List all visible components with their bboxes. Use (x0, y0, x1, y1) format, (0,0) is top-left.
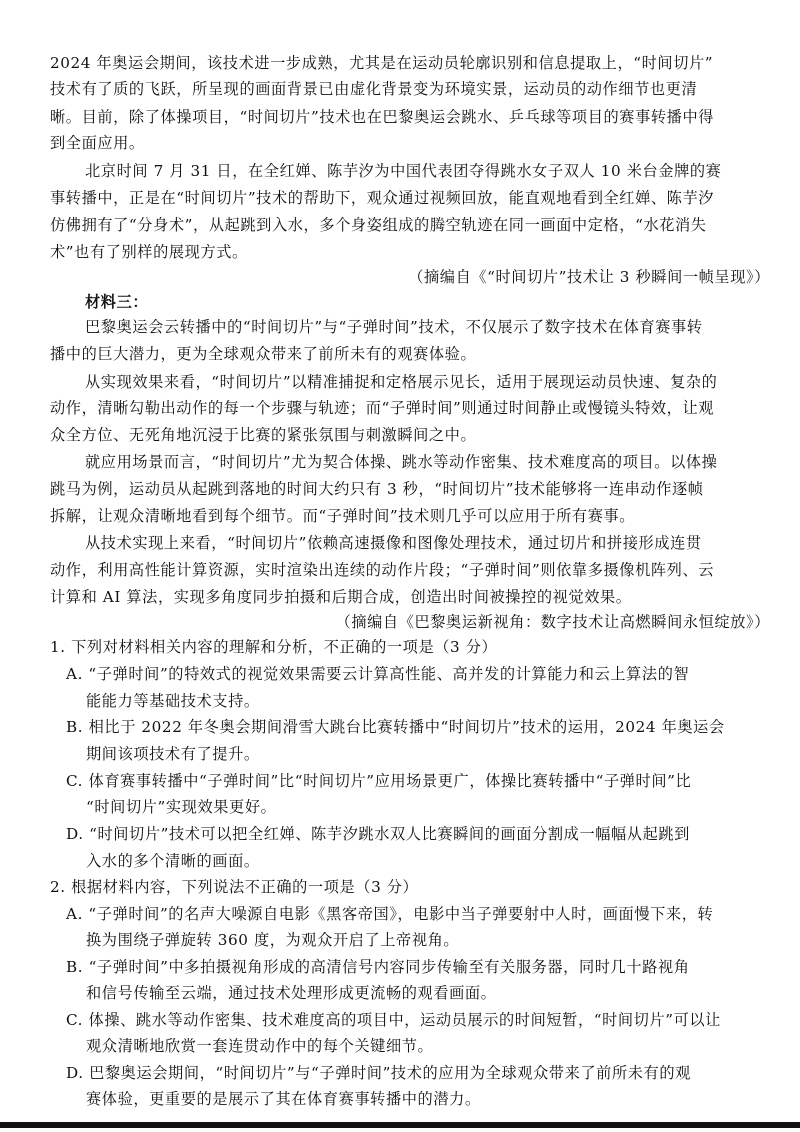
bottom-rule (0, 1122, 800, 1128)
question-1-stem: 1. 下列对材料相关内容的理解和分析，不正确的一项是（3 分） (50, 638, 498, 657)
intro-line: 2024 年奥运会期间，该技术进一步成熟，尤其是在运动员轮廓识别和信息提取上，“时间切片” (50, 53, 714, 72)
intro-line: 北京时间 7 月 31 日，在全红婵、陈芋汐为中国代表团夺得跳水女子双人 10 米台金牌的赛 (85, 161, 722, 180)
q1-option-b-cont: 期间该项技术有了提升。 (86, 745, 260, 764)
intro-line: 技术有了质的飞跃，所呈现的画面背景已由虚化背景变为环境实景，运动员的动作细节也更清 (50, 80, 698, 99)
q2-option-d: D. 巴黎奥运会期间，“时间切片”与“子弹时间”技术的应用为全球观众带来了前所未有的观 (66, 1063, 691, 1082)
q2-option-a: A. “子弹时间”的名声大噪源自电影《黑客帝国》，电影中当子弹要射中人时，画面慢下来，转 (66, 904, 714, 923)
intro-line: 术”也有了别样的展现方式。 (50, 242, 248, 261)
q1-option-c: C. 体育赛事转播中“子弹时间”比“时间切片”应用场景更广，体操比赛转播中“子弹时间”比 (66, 771, 692, 790)
q1-option-a-cont: 能能力等基础技术支持。 (86, 691, 260, 710)
q2-option-a-cont: 换为围绕子弹旋转 360 度，为观众开启了上帝视角。 (86, 931, 460, 950)
material3-line: 计算和 AI 算法，实现多角度同步拍摄和后期合成，创造出时间被操控的视觉效果。 (50, 587, 632, 606)
material3-heading: 材料三： (85, 292, 149, 311)
material3-line: 播中的巨大潜力，更为全球观众带来了前所未有的观赛体验。 (50, 345, 477, 364)
q1-option-c-cont: “时间切片”实现效果更好。 (86, 798, 277, 817)
material3-line: 拆解，让观众清晰地看到每个细节。而“子弹时间”技术则几乎可以应用于所有赛事。 (50, 506, 636, 525)
question-2-stem: 2. 根据材料内容，下列说法不正确的一项是（3 分） (50, 878, 419, 897)
intro-line: 到全面应用。 (50, 134, 145, 153)
source-citation-2: （摘编自《巴黎奥运新视角：数字技术让高燃瞬间永恒绽放》） (335, 613, 770, 632)
material3-line: 动作，利用高性能计算资源，实时渲染出连续的动作片段；“子弹时间”则依靠多摄像机阵列、云 (50, 560, 715, 579)
material3-line: 就应用场景而言，“时间切片”尤为契合体操、跳水等动作密集、技术难度高的项目。以体操 (85, 453, 718, 472)
q2-option-c-cont: 观众清晰地欣赏一套连贯动作中的每个关键细节。 (86, 1037, 434, 1056)
q2-option-d-cont: 赛体验，更重要的是展示了其在体育赛事转播中的潜力。 (86, 1090, 481, 1109)
source-citation-1: （摘编自《“时间切片”技术让 3 秒瞬间一帧呈现》） (408, 267, 770, 286)
q1-option-d-cont: 入水的多个清晰的画面。 (86, 851, 260, 870)
q1-option-a: A. “子弹时间”的特效式的视觉效果需要云计算高性能、高并发的计算能力和云上算法的智 (66, 665, 690, 684)
q1-option-d: D. “时间切片”技术可以把全红婵、陈芋汐跳水双人比赛瞬间的画面分割成一幅幅从起跳到 (66, 825, 690, 843)
material3-line: 跳马为例，运动员从起跳到落地的时间大约只有 3 秒，“时间切片”技术能够将一连串动作逐帧 (50, 480, 704, 499)
material3-line: 巴黎奥运会云转播中的“时间切片”与“子弹时间”技术，不仅展示了数字技术在体育赛事转 (85, 318, 703, 337)
material3-line: 众全方位、无死角地沉浸于比赛的紧张氛围与刺激瞬间之中。 (50, 425, 477, 444)
material3-line: 从技术实现上来看，“时间切片”依赖高速摄像和图像处理技术，通过切片和拼接形成连贯 (85, 534, 702, 553)
intro-line: 事转播中，正是在“时间切片”技术的帮助下，观众通过视频回放，能直观地看到全红婵、陈芋汐 (50, 189, 715, 208)
q2-option-b: B. “子弹时间”中多拍摄视角形成的高清信号内容同步传输至有关服务器，同时几十路视角 (66, 957, 690, 976)
material3-line: 从实现效果来看，“时间切片”以精准捕捉和定格展示见长，适用于展现运动员快速、复杂的 (85, 372, 718, 391)
material3-line: 动作，清晰勾勒出动作的每一个步骤与轨迹；而“子弹时间”则通过时间静止或慢镜头特效，让观 (50, 399, 715, 418)
intro-line: 晰。目前，除了体操项目，“时间切片”技术也在巴黎奥运会跳水、乒乓球等项目的赛事转播中得 (50, 107, 715, 126)
intro-line: 仿佛拥有了“分身术”，从起跳到入水，多个身姿组成的腾空轨迹在同一画面中定格，“水花消失 (50, 216, 707, 235)
q1-option-b: B. 相比于 2022 年冬奥会期间滑雪大跳台比赛转播中“时间切片”技术的运用，2024 年奥运会 (66, 718, 725, 737)
q2-option-c: C. 体操、跳水等动作密集、技术难度高的项目中，运动员展示的时间短暂，“时间切片”可以让 (66, 1010, 721, 1029)
q2-option-b-cont: 和信号传输至云端，通过技术处理形成更流畅的观看画面。 (86, 984, 497, 1003)
